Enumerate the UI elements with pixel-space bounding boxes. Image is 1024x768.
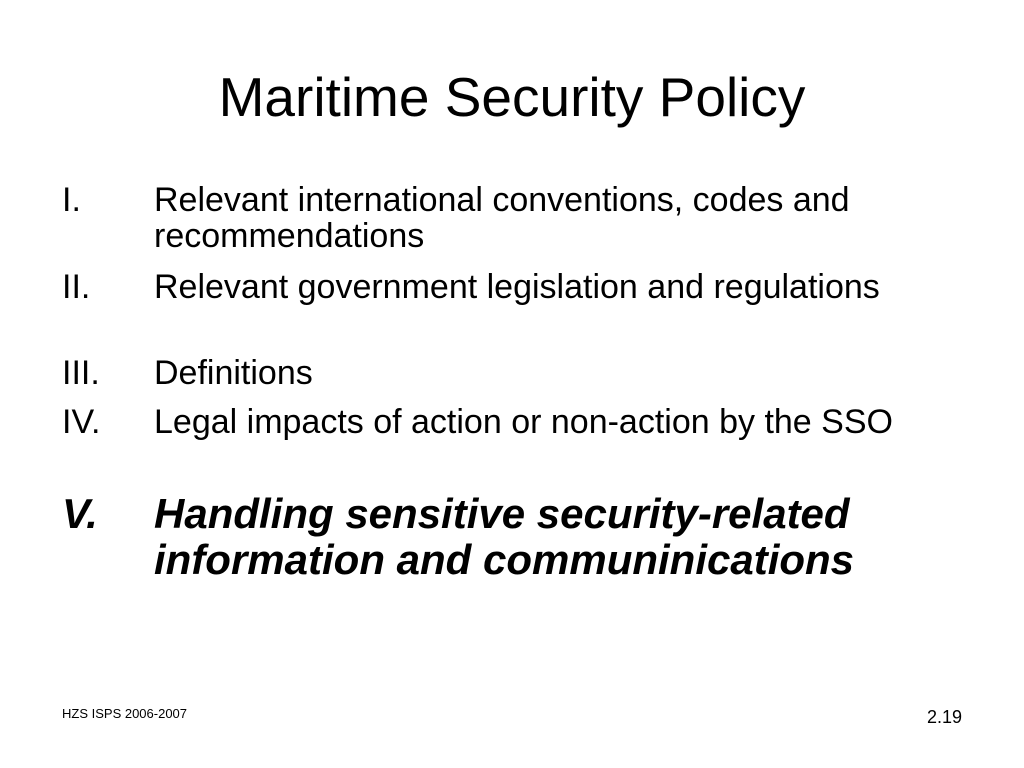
- list-item-text: Definitions: [154, 354, 313, 392]
- list-item-numeral: II.: [62, 268, 91, 306]
- list-item-numeral: III.: [62, 354, 100, 392]
- list-item-text: Relevant government legislation and regulations: [154, 268, 880, 306]
- list-item-numeral: IV.: [62, 403, 101, 441]
- list-item-text: Handling sensitive security-related information and communinications: [154, 490, 855, 583]
- slide-number: 2.19: [926, 707, 962, 727]
- list-item-numeral: V.: [62, 490, 98, 537]
- slide-title: Maritime Security Policy: [218, 66, 806, 128]
- list-item-text: Relevant international conventions, codes and recommendations: [154, 181, 850, 255]
- list-item-text: Legal impacts of action or non-action by the SSO: [154, 403, 893, 441]
- list-item-numeral: I.: [62, 181, 81, 219]
- footer-course-label: HZS ISPS 2006-2007: [62, 706, 188, 721]
